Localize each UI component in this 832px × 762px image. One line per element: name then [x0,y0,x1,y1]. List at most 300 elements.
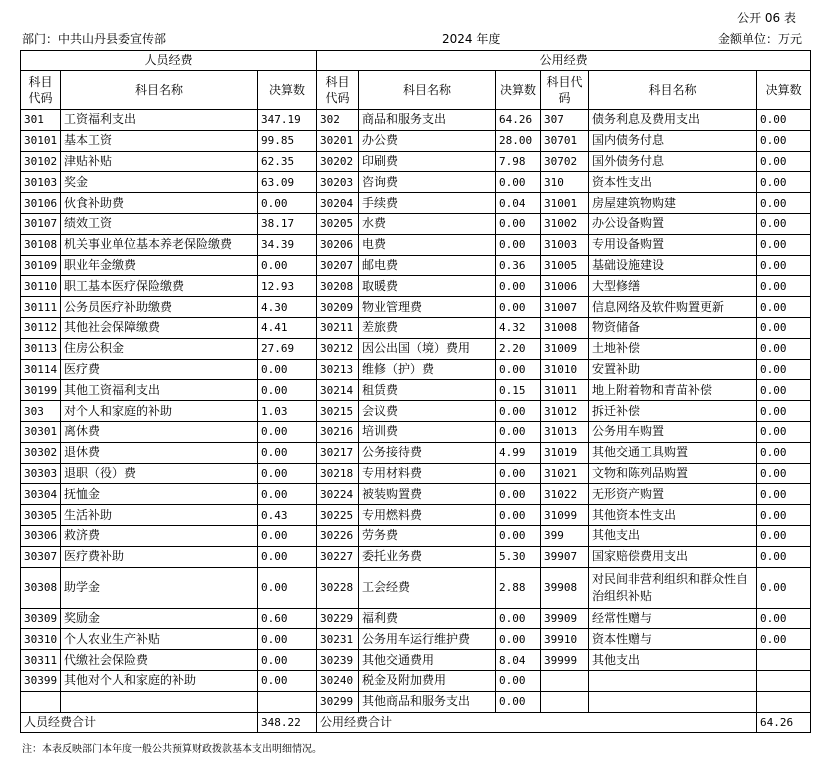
mid-amount-cell: 0.36 [496,255,541,276]
right-code-cell: 31019 [541,442,589,463]
right-name-cell: 国内债务付息 [589,130,757,151]
mid-code-cell: 30218 [317,463,359,484]
table-row [21,442,811,463]
left-code-cell: 30109 [21,255,61,276]
table-row [21,505,811,526]
left-name-cell: 基本工资 [61,130,258,151]
left-amount-cell: 0.00 [258,463,317,484]
left-name-cell: 抚恤金 [61,484,258,505]
left-code-cell: 30309 [21,608,61,629]
left-name-cell: 代缴社会保险费 [61,650,258,671]
header-name: 科目名称 [589,71,757,110]
left-amount-cell: 0.00 [258,525,317,546]
mid-code-cell: 30211 [317,317,359,338]
left-code-cell: 30102 [21,151,61,172]
mid-name-cell: 电费 [359,234,496,255]
mid-name-cell: 水费 [359,213,496,234]
right-amount-cell: 0.00 [757,401,811,422]
table-row [21,546,811,567]
right-name-cell: 资本性赠与 [589,629,757,650]
right-amount-cell: 0.00 [757,505,811,526]
mid-amount-cell: 0.00 [496,608,541,629]
public-total-amount: 64.26 [757,712,811,733]
left-name-cell: 绩效工资 [61,213,258,234]
table-row [21,670,811,691]
table-row [21,525,811,546]
left-name-cell: 其他工资福利支出 [61,380,258,401]
mid-code-cell: 30226 [317,525,359,546]
right-name-cell: 办公设备购置 [589,213,757,234]
mid-amount-cell: 0.00 [496,691,541,712]
right-amount-cell: 0.00 [757,359,811,380]
mid-code-cell: 30216 [317,421,359,442]
mid-amount-cell: 0.00 [496,172,541,193]
right-code-cell: 31099 [541,505,589,526]
mid-amount-cell: 2.88 [496,567,541,608]
report-header [22,30,802,46]
mid-code-cell: 30228 [317,567,359,608]
mid-code-cell: 30201 [317,130,359,151]
mid-code-cell: 30202 [317,151,359,172]
mid-code-cell: 30224 [317,484,359,505]
right-name-cell: 基础设施建设 [589,255,757,276]
right-code-cell: 31021 [541,463,589,484]
left-amount-cell: 0.00 [258,567,317,608]
left-amount-cell: 27.69 [258,338,317,359]
mid-code-cell: 30203 [317,172,359,193]
right-amount-cell: 0.00 [757,338,811,359]
right-amount-cell: 0.00 [757,234,811,255]
right-code-cell: 39999 [541,650,589,671]
mid-amount-cell: 64.26 [496,110,541,131]
right-name-cell: 物资储备 [589,317,757,338]
mid-code-cell: 30205 [317,213,359,234]
left-name-cell: 个人农业生产补贴 [61,629,258,650]
left-code-cell: 30308 [21,567,61,608]
right-code-cell: 39907 [541,546,589,567]
right-name-cell: 文物和陈列品购置 [589,463,757,484]
right-amount-cell: 0.00 [757,276,811,297]
left-name-cell: 救济费 [61,525,258,546]
mid-code-cell: 30212 [317,338,359,359]
mid-amount-cell: 0.00 [496,297,541,318]
left-code-cell: 30101 [21,130,61,151]
left-amount-cell: 12.93 [258,276,317,297]
left-code-cell: 30110 [21,276,61,297]
mid-code-cell: 30225 [317,505,359,526]
section-public: 公用经费 [317,51,811,71]
mid-amount-cell: 28.00 [496,130,541,151]
right-code-cell: 39910 [541,629,589,650]
right-name-cell: 资本性支出 [589,172,757,193]
left-name-cell: 生活补助 [61,505,258,526]
left-amount-cell: 1.03 [258,401,317,422]
left-name-cell [61,691,258,712]
header-amount: 决算数 [496,71,541,110]
left-amount-cell: 38.17 [258,213,317,234]
right-amount-cell: 0.00 [757,380,811,401]
right-code-cell: 310 [541,172,589,193]
left-code-cell: 30310 [21,629,61,650]
left-amount-cell: 0.00 [258,421,317,442]
left-amount-cell: 0.00 [258,442,317,463]
mid-name-cell: 物业管理费 [359,297,496,318]
left-name-cell: 奖励金 [61,608,258,629]
right-code-cell: 31010 [541,359,589,380]
table-number: 公开 06 表 [737,11,796,25]
left-name-cell: 退职（役）费 [61,463,258,484]
left-amount-cell: 0.00 [258,255,317,276]
table-row [21,193,811,214]
right-amount-cell: 0.00 [757,421,811,442]
mid-amount-cell: 0.15 [496,380,541,401]
table-row [21,608,811,629]
mid-name-cell: 其他商品和服务支出 [359,691,496,712]
left-code-cell: 30106 [21,193,61,214]
header-code: 科目代码 [317,71,359,110]
right-amount-cell: 0.00 [757,172,811,193]
left-code-cell: 30304 [21,484,61,505]
left-code-cell: 30199 [21,380,61,401]
right-code-cell: 31011 [541,380,589,401]
mid-name-cell: 劳务费 [359,525,496,546]
right-amount-cell: 0.00 [757,442,811,463]
right-name-cell: 其他支出 [589,525,757,546]
left-name-cell: 奖金 [61,172,258,193]
right-amount-cell [757,691,811,712]
right-code-cell: 30701 [541,130,589,151]
right-name-cell: 对民间非营利组织和群众性自治组织补贴 [589,567,757,608]
left-code-cell: 30107 [21,213,61,234]
left-code-cell: 30113 [21,338,61,359]
left-code-cell: 30114 [21,359,61,380]
right-amount-cell: 0.00 [757,110,811,131]
right-amount-cell: 0.00 [757,151,811,172]
right-name-cell: 土地补偿 [589,338,757,359]
table-row [21,172,811,193]
mid-name-cell: 培训费 [359,421,496,442]
table-row [21,255,811,276]
mid-name-cell: 办公费 [359,130,496,151]
mid-name-cell: 专用材料费 [359,463,496,484]
right-name-cell: 其他资本性支出 [589,505,757,526]
mid-code-cell: 30204 [317,193,359,214]
mid-code-cell: 30208 [317,276,359,297]
left-amount-cell: 0.00 [258,359,317,380]
section-personnel: 人员经费 [21,51,317,71]
table-row [21,463,811,484]
right-name-cell: 公务用车购置 [589,421,757,442]
right-amount-cell [757,650,811,671]
right-code-cell: 31013 [541,421,589,442]
mid-amount-cell: 0.04 [496,193,541,214]
left-name-cell: 医疗费 [61,359,258,380]
left-code-cell: 30302 [21,442,61,463]
right-code-cell: 31007 [541,297,589,318]
left-code-cell: 303 [21,401,61,422]
left-amount-cell: 63.09 [258,172,317,193]
mid-name-cell: 租赁费 [359,380,496,401]
left-code-cell: 30305 [21,505,61,526]
header-amount: 决算数 [757,71,811,110]
right-amount-cell: 0.00 [757,297,811,318]
mid-code-cell: 30213 [317,359,359,380]
department-label: 部门：中共山丹县委宣传部 [22,32,167,46]
public-total-label: 公用经费合计 [317,712,757,733]
right-name-cell: 其他支出 [589,650,757,671]
mid-amount-cell: 0.00 [496,463,541,484]
header-code: 科目代码 [21,71,61,110]
mid-name-cell: 手续费 [359,193,496,214]
mid-amount-cell: 5.30 [496,546,541,567]
right-amount-cell: 0.00 [757,317,811,338]
left-amount-cell: 0.00 [258,650,317,671]
mid-amount-cell: 0.00 [496,234,541,255]
table-row [21,234,811,255]
mid-amount-cell: 0.00 [496,359,541,380]
left-name-cell: 助学金 [61,567,258,608]
left-amount-cell: 347.19 [258,110,317,131]
right-amount-cell: 0.00 [757,546,811,567]
right-code-cell: 39909 [541,608,589,629]
table-row [21,338,811,359]
right-name-cell: 安置补助 [589,359,757,380]
mid-name-cell: 维修（护）费 [359,359,496,380]
mid-name-cell: 因公出国（境）费用 [359,338,496,359]
right-name-cell: 其他交通工具购置 [589,442,757,463]
mid-name-cell: 公务接待费 [359,442,496,463]
right-code-cell: 39908 [541,567,589,608]
right-code-cell: 31002 [541,213,589,234]
mid-name-cell: 印刷费 [359,151,496,172]
year-label: 2024 年度 [442,32,501,46]
mid-amount-cell: 0.00 [496,484,541,505]
left-code-cell: 30306 [21,525,61,546]
left-amount-cell: 4.30 [258,297,317,318]
table-row [21,317,811,338]
table-row [21,484,811,505]
right-code-cell [541,670,589,691]
right-amount-cell [757,670,811,691]
table-row [21,276,811,297]
mid-code-cell: 30239 [317,650,359,671]
mid-name-cell: 会议费 [359,401,496,422]
right-code-cell: 31005 [541,255,589,276]
right-name-cell: 国家赔偿费用支出 [589,546,757,567]
left-code-cell: 30112 [21,317,61,338]
header-name: 科目名称 [61,71,258,110]
mid-amount-cell: 2.20 [496,338,541,359]
right-amount-cell: 0.00 [757,463,811,484]
left-code-cell: 301 [21,110,61,131]
left-name-cell: 其他对个人和家庭的补助 [61,670,258,691]
mid-name-cell: 福利费 [359,608,496,629]
left-amount-cell: 0.00 [258,484,317,505]
right-name-cell: 专用设备购置 [589,234,757,255]
left-name-cell: 退休费 [61,442,258,463]
mid-amount-cell: 7.98 [496,151,541,172]
right-amount-cell: 0.00 [757,525,811,546]
left-amount-cell: 0.00 [258,546,317,567]
table-row [21,401,811,422]
mid-code-cell: 30229 [317,608,359,629]
mid-code-cell: 30227 [317,546,359,567]
right-amount-cell: 0.00 [757,255,811,276]
mid-amount-cell: 0.00 [496,276,541,297]
right-code-cell: 399 [541,525,589,546]
expenditure-table [20,50,811,733]
mid-code-cell: 30240 [317,670,359,691]
table-row [21,151,811,172]
left-name-cell: 职工基本医疗保险缴费 [61,276,258,297]
totals-row [21,712,811,733]
table-row [21,691,811,712]
left-amount-cell: 62.35 [258,151,317,172]
right-amount-cell: 0.00 [757,629,811,650]
right-code-cell: 31009 [541,338,589,359]
mid-amount-cell: 0.00 [496,629,541,650]
right-amount-cell: 0.00 [757,484,811,505]
mid-amount-cell: 0.00 [496,505,541,526]
mid-code-cell: 30231 [317,629,359,650]
header-amount: 决算数 [258,71,317,110]
left-code-cell: 30399 [21,670,61,691]
right-name-cell: 国外债务付息 [589,151,757,172]
mid-amount-cell: 4.99 [496,442,541,463]
right-code-cell: 31012 [541,401,589,422]
mid-code-cell: 30214 [317,380,359,401]
mid-name-cell: 取暖费 [359,276,496,297]
mid-code-cell: 30215 [317,401,359,422]
right-name-cell [589,670,757,691]
mid-code-cell: 30209 [317,297,359,318]
table-row [21,421,811,442]
mid-name-cell: 专用燃料费 [359,505,496,526]
mid-amount-cell: 4.32 [496,317,541,338]
left-amount-cell: 4.41 [258,317,317,338]
right-code-cell: 31003 [541,234,589,255]
personnel-total-label: 人员经费合计 [21,712,258,733]
mid-name-cell: 工会经费 [359,567,496,608]
left-name-cell: 离休费 [61,421,258,442]
table-row [21,567,811,608]
mid-amount-cell: 0.00 [496,525,541,546]
unit-label: 金额单位：万元 [717,32,802,46]
left-name-cell: 工资福利支出 [61,110,258,131]
right-code-cell: 307 [541,110,589,131]
right-amount-cell: 0.00 [757,193,811,214]
right-amount-cell: 0.00 [757,608,811,629]
table-row [21,213,811,234]
right-amount-cell: 0.00 [757,567,811,608]
mid-name-cell: 税金及附加费用 [359,670,496,691]
right-name-cell [589,691,757,712]
right-name-cell: 房屋建筑物购建 [589,193,757,214]
mid-code-cell: 302 [317,110,359,131]
right-name-cell: 信息网络及软件购置更新 [589,297,757,318]
left-amount-cell: 0.43 [258,505,317,526]
table-row [21,380,811,401]
table-row [21,650,811,671]
right-code-cell: 31008 [541,317,589,338]
mid-name-cell: 被装购置费 [359,484,496,505]
left-code-cell: 30108 [21,234,61,255]
right-name-cell: 地上附着物和青苗补偿 [589,380,757,401]
right-code-cell: 31006 [541,276,589,297]
left-name-cell: 医疗费补助 [61,546,258,567]
table-row [21,359,811,380]
left-code-cell: 30311 [21,650,61,671]
left-name-cell: 公务员医疗补助缴费 [61,297,258,318]
left-amount-cell: 34.39 [258,234,317,255]
left-code-cell: 30103 [21,172,61,193]
table-row [21,110,811,131]
mid-code-cell: 30217 [317,442,359,463]
left-code-cell: 30307 [21,546,61,567]
personnel-total-amount: 348.22 [258,712,317,733]
left-name-cell: 住房公积金 [61,338,258,359]
right-code-cell: 31022 [541,484,589,505]
mid-amount-cell: 8.04 [496,650,541,671]
left-amount-cell: 0.00 [258,193,317,214]
right-name-cell: 经常性赠与 [589,608,757,629]
table-row [21,130,811,151]
mid-name-cell: 商品和服务支出 [359,110,496,131]
mid-amount-cell: 0.00 [496,670,541,691]
left-amount-cell: 99.85 [258,130,317,151]
left-name-cell: 伙食补助费 [61,193,258,214]
left-amount-cell [258,691,317,712]
mid-name-cell: 委托业务费 [359,546,496,567]
left-code-cell: 30303 [21,463,61,484]
table-row [21,629,811,650]
header-code: 科目代码 [541,71,589,110]
mid-name-cell: 差旅费 [359,317,496,338]
left-name-cell: 津贴补贴 [61,151,258,172]
left-amount-cell: 0.00 [258,670,317,691]
mid-amount-cell: 0.00 [496,421,541,442]
right-amount-cell: 0.00 [757,213,811,234]
mid-code-cell: 30206 [317,234,359,255]
mid-code-cell: 30299 [317,691,359,712]
mid-code-cell: 30207 [317,255,359,276]
left-code-cell: 30111 [21,297,61,318]
mid-name-cell: 邮电费 [359,255,496,276]
left-name-cell: 其他社会保障缴费 [61,317,258,338]
footnote: 注：本表反映部门本年度一般公共预算财政拨款基本支出明细情况。 [22,744,322,755]
mid-name-cell: 咨询费 [359,172,496,193]
left-amount-cell: 0.60 [258,608,317,629]
left-name-cell: 机关事业单位基本养老保险缴费 [61,234,258,255]
left-name-cell: 对个人和家庭的补助 [61,401,258,422]
mid-amount-cell: 0.00 [496,213,541,234]
mid-amount-cell: 0.00 [496,401,541,422]
right-code-cell [541,691,589,712]
right-name-cell: 无形资产购置 [589,484,757,505]
right-code-cell: 30702 [541,151,589,172]
left-name-cell: 职业年金缴费 [61,255,258,276]
right-code-cell: 31001 [541,193,589,214]
right-amount-cell: 0.00 [757,130,811,151]
mid-name-cell: 公务用车运行维护费 [359,629,496,650]
mid-name-cell: 其他交通费用 [359,650,496,671]
left-code-cell: 30301 [21,421,61,442]
right-name-cell: 拆迁补偿 [589,401,757,422]
right-name-cell: 大型修缮 [589,276,757,297]
left-amount-cell: 0.00 [258,629,317,650]
table-row [21,297,811,318]
left-amount-cell: 0.00 [258,380,317,401]
